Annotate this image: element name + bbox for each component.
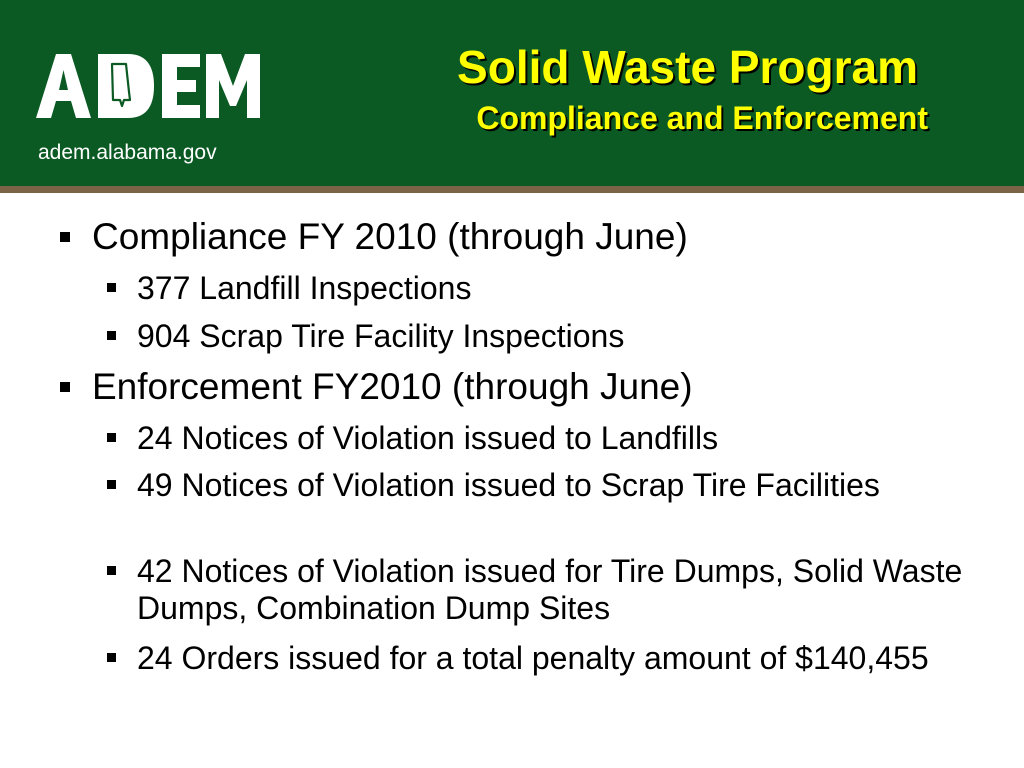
list-item-text: 42 Notices of Violation issued for Tire Dumps, Solid Waste Dumps, Combination Dump Sites bbox=[137, 553, 963, 626]
square-bullet-icon bbox=[107, 653, 116, 662]
list-item bbox=[137, 553, 967, 627]
square-bullet-icon bbox=[107, 283, 116, 292]
list-item bbox=[137, 467, 967, 504]
list-item-text: 904 Scrap Tire Facility Inspections bbox=[137, 318, 625, 354]
list-item-text: 377 Landfill Inspections bbox=[137, 270, 472, 306]
list-item-text: 24 Orders issued for a total penalty amount of $140,455 bbox=[137, 640, 929, 676]
list-item bbox=[137, 318, 967, 355]
enforcement-heading: Enforcement FY2010 (through June) bbox=[92, 366, 693, 407]
enforcement-heading-item bbox=[92, 366, 972, 408]
compliance-heading-item bbox=[92, 216, 972, 258]
list-item bbox=[137, 420, 967, 457]
page-title: Solid Waste Program bbox=[457, 41, 918, 93]
site-url[interactable]: adem.alabama.gov bbox=[38, 141, 217, 164]
square-bullet-icon bbox=[107, 480, 116, 489]
list-item-text: 49 Notices of Violation issued to Scrap Tire Facilities bbox=[137, 467, 880, 503]
list-item bbox=[137, 270, 967, 307]
square-bullet-icon bbox=[107, 331, 116, 340]
square-bullet-icon bbox=[60, 232, 70, 242]
page-subtitle: Compliance and Enforcement bbox=[476, 100, 928, 136]
square-bullet-icon bbox=[60, 382, 70, 392]
square-bullet-icon bbox=[107, 433, 116, 442]
square-bullet-icon bbox=[107, 566, 116, 575]
compliance-heading: Compliance FY 2010 (through June) bbox=[92, 216, 688, 257]
list-item-text: 24 Notices of Violation issued to Landfills bbox=[137, 420, 719, 456]
list-item bbox=[137, 640, 967, 677]
